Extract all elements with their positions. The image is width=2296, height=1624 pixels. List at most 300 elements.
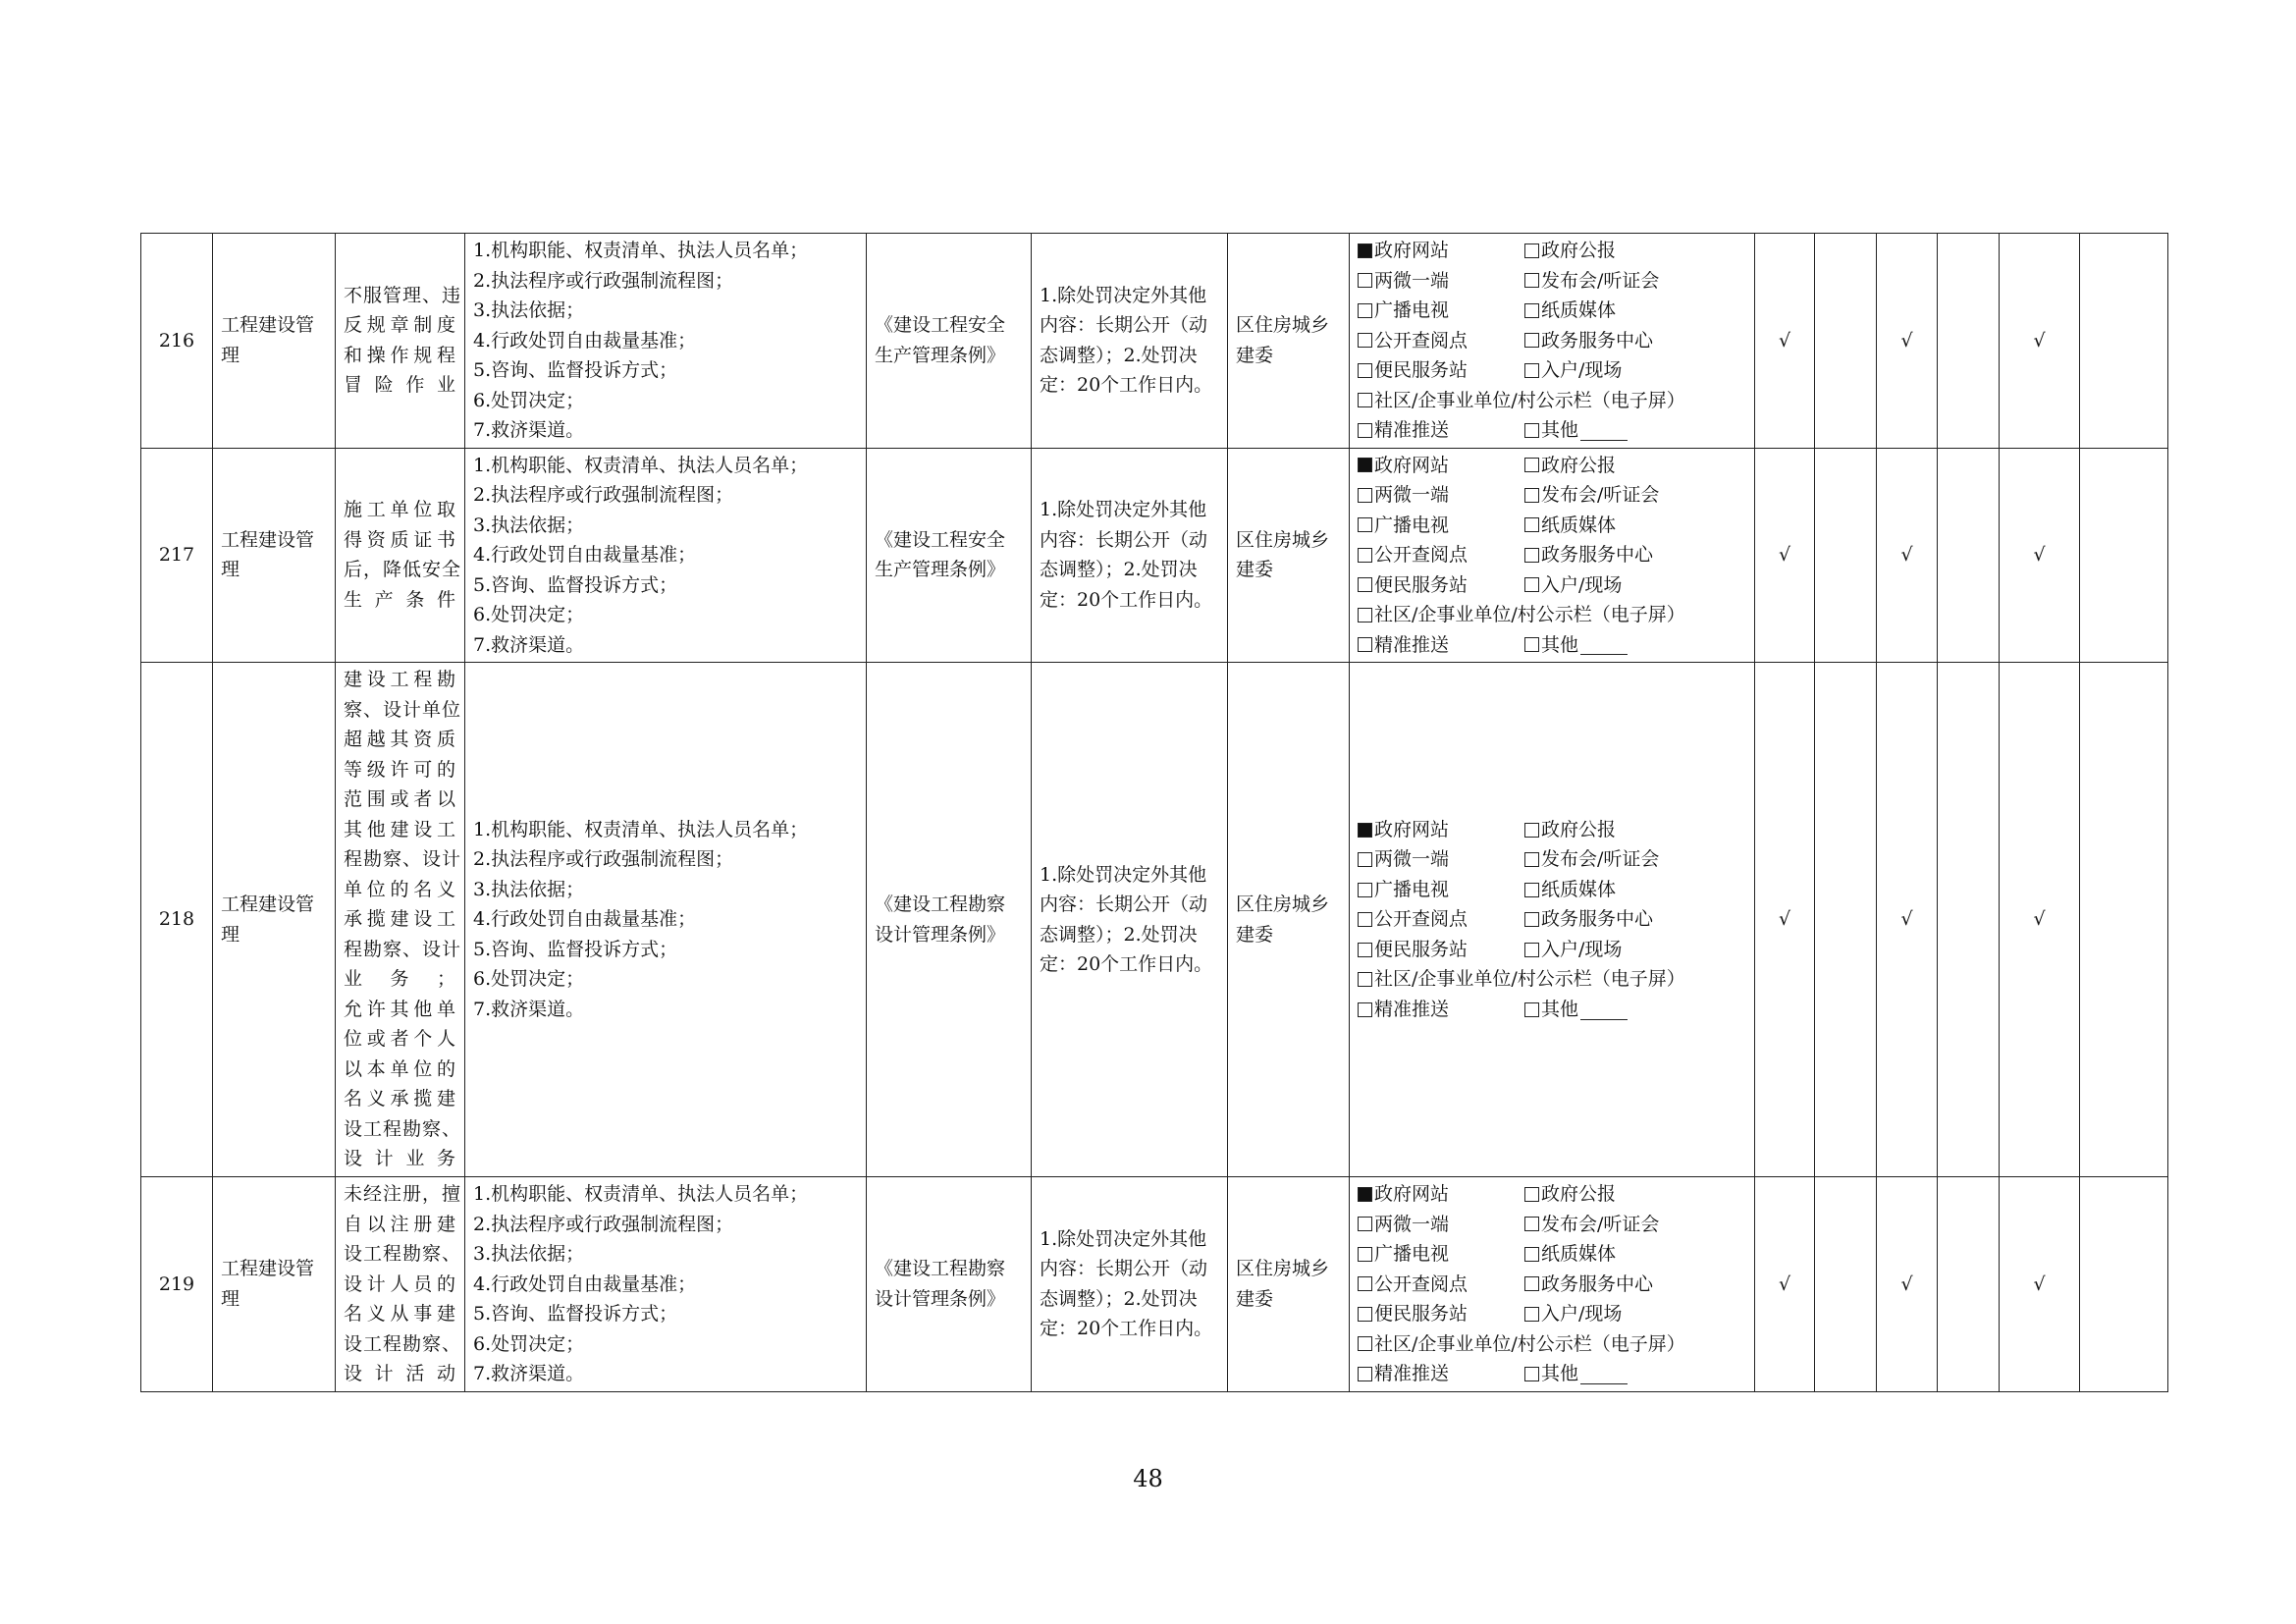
disclosure-subject-cell: 区住房城乡建委	[1228, 448, 1350, 663]
checkbox-icon	[1358, 517, 1372, 532]
violation-item-line: 设计人员的	[344, 1272, 456, 1295]
checkbox-icon	[1524, 1002, 1539, 1017]
check-mark-cell: √	[1755, 234, 1815, 449]
channel-label: 公开查阅点	[1374, 544, 1468, 566]
channel-row	[1358, 326, 1746, 356]
violation-item-line: 设工程勘察、	[344, 1117, 462, 1140]
channel-row	[1358, 1239, 1746, 1270]
content-line: 7.救济渠道。	[473, 998, 585, 1020]
violation-item-line: 其他建设工	[344, 818, 456, 840]
channel-row	[1358, 1329, 1746, 1360]
disclosure-table	[140, 233, 2168, 1392]
checkbox-icon	[1524, 912, 1539, 927]
violation-item-line: 等级许可的	[344, 758, 456, 781]
violation-item-line: 单位的名义	[344, 878, 456, 900]
check-mark-cell: √	[1755, 663, 1815, 1177]
checkbox-icon	[1358, 393, 1372, 407]
check-mark-cell	[1938, 1177, 2000, 1392]
channel-label: 政府网站	[1374, 818, 1450, 840]
channel-label: 政府公报	[1541, 454, 1617, 476]
channel-label: 公开查阅点	[1374, 1272, 1468, 1295]
channel-option	[1358, 266, 1524, 297]
violation-item-line: 未经注册，擅	[344, 1183, 462, 1205]
row-number: 218	[141, 663, 213, 1177]
channel-option	[1358, 1239, 1524, 1270]
checkbox-icon	[1524, 303, 1539, 318]
disclosure-content-cell	[465, 234, 867, 449]
checked-box-icon	[1358, 244, 1372, 258]
channel-option	[1358, 1299, 1524, 1329]
channel-label: 政府网站	[1374, 1183, 1450, 1205]
channel-label: 政务服务中心	[1541, 1272, 1654, 1295]
violation-item-line: 建设工程勘	[344, 669, 456, 691]
content-line: 6.处罚决定；	[473, 604, 585, 625]
checkbox-icon	[1524, 244, 1539, 258]
category-cell: 工程建设管理	[213, 663, 336, 1177]
channel-label: 发布会/听证会	[1541, 269, 1660, 292]
channel-label: 两微一端	[1374, 1213, 1450, 1235]
channel-label: 公开查阅点	[1374, 329, 1468, 352]
violation-item-line: 设工程勘察、	[344, 1332, 462, 1355]
channel-row	[1358, 236, 1746, 266]
content-line: 3.执法依据；	[473, 878, 585, 900]
content-line: 4.行政处罚自由裁量基准；	[473, 1272, 697, 1295]
check-mark-cell	[1815, 663, 1877, 1177]
channel-label: 政府公报	[1541, 240, 1617, 261]
disclosure-table-wrapper	[140, 233, 2167, 1392]
channel-option	[1358, 415, 1524, 446]
channel-row	[1358, 480, 1746, 511]
channel-option	[1524, 630, 1628, 661]
content-line: 3.执法依据；	[473, 299, 585, 321]
checkbox-icon	[1358, 1002, 1372, 1017]
checkbox-icon	[1358, 972, 1372, 987]
checked-box-icon	[1358, 458, 1372, 472]
checkbox-icon	[1524, 333, 1539, 348]
check-mark-cell: √	[2000, 448, 2080, 663]
channel-option	[1358, 844, 1524, 875]
check-mark-cell: √	[1755, 448, 1815, 663]
disclosure-subject-cell: 区住房城乡建委	[1228, 234, 1350, 449]
channel-row	[1358, 875, 1746, 905]
violation-item-line: 程勘察、设计	[344, 938, 462, 960]
violation-item-line: 施工单位取	[344, 499, 456, 521]
disclosure-channels-cell	[1350, 1177, 1755, 1392]
legal-basis-cell: 《建设工程安全生产管理条例》	[867, 234, 1032, 449]
checkbox-icon	[1358, 1217, 1372, 1231]
channel-label: 两微一端	[1374, 269, 1450, 292]
checkbox-icon	[1524, 1276, 1539, 1291]
channel-label: 政务服务中心	[1541, 329, 1654, 352]
fill-in-blank	[1580, 1364, 1628, 1384]
violation-item-line: 以本单位的	[344, 1057, 456, 1080]
channel-option	[1524, 540, 1653, 570]
channel-label: 社区/企事业单位/村公示栏（电子屏）	[1374, 389, 1685, 411]
channel-option	[1524, 266, 1659, 297]
channel-label: 纸质媒体	[1541, 299, 1617, 321]
channel-row	[1358, 844, 1746, 875]
channel-option	[1358, 326, 1524, 356]
check-mark-cell	[1815, 448, 1877, 663]
checked-box-icon	[1358, 1187, 1372, 1202]
channel-option	[1358, 480, 1524, 511]
channel-label: 精准推送	[1374, 1363, 1450, 1384]
check-mark-cell	[1815, 1177, 1877, 1392]
channel-option	[1358, 630, 1524, 661]
channel-label: 其他	[1541, 633, 1579, 656]
row-number: 219	[141, 1177, 213, 1392]
check-mark-cell: √	[2000, 234, 2080, 449]
disclosure-timing-cell: 1.除处罚决定外其他内容：长期公开（动态调整）；2.处罚决定：20个工作日内。	[1032, 663, 1228, 1177]
checkbox-icon	[1358, 488, 1372, 503]
violation-item-line: 生产条件	[344, 588, 456, 611]
checked-box-icon	[1358, 823, 1372, 838]
checkbox-icon	[1524, 423, 1539, 438]
channel-row	[1358, 415, 1746, 446]
channel-label: 政府公报	[1541, 1183, 1617, 1205]
check-mark-cell	[2080, 663, 2168, 1177]
violation-item-line: 业务；	[344, 968, 456, 991]
content-line: 7.救济渠道。	[473, 1363, 585, 1384]
channel-row	[1358, 386, 1746, 416]
page-number: 48	[1133, 1465, 1163, 1492]
fill-in-blank	[1580, 634, 1628, 655]
channel-option	[1358, 1179, 1524, 1210]
checkbox-icon	[1524, 943, 1539, 957]
channel-option	[1358, 1359, 1524, 1389]
channel-option	[1524, 451, 1616, 481]
channel-row	[1358, 904, 1746, 935]
channel-label: 政务服务中心	[1541, 544, 1654, 566]
channel-row	[1358, 815, 1746, 845]
violation-item-line: 允许其他单	[344, 998, 456, 1020]
checkbox-icon	[1358, 637, 1372, 652]
violation-item-cell	[336, 1177, 465, 1392]
channel-label: 其他	[1541, 419, 1579, 441]
channel-option	[1524, 326, 1653, 356]
checkbox-icon	[1524, 1307, 1539, 1322]
violation-item-line: 范围或者以	[344, 788, 456, 811]
channel-label: 便民服务站	[1374, 359, 1468, 381]
channel-label: 政府公报	[1541, 818, 1617, 840]
check-mark-cell: √	[1877, 448, 1938, 663]
category-cell: 工程建设管理	[213, 448, 336, 663]
channel-row	[1358, 540, 1746, 570]
content-line: 5.咨询、监督投诉方式；	[473, 1303, 678, 1325]
channel-option	[1524, 935, 1622, 965]
fill-in-blank	[1580, 420, 1628, 441]
content-line: 6.处罚决定；	[473, 968, 585, 991]
checkbox-icon	[1524, 517, 1539, 532]
check-mark-cell	[2080, 1177, 2168, 1392]
channel-label: 社区/企事业单位/村公示栏（电子屏）	[1374, 604, 1685, 625]
content-line: 2.执法程序或行政强制流程图；	[473, 484, 734, 506]
violation-item-line: 和操作规程	[344, 344, 456, 366]
channel-label: 入户/现场	[1541, 359, 1623, 381]
channel-option	[1524, 236, 1616, 266]
fill-in-blank	[1580, 1000, 1628, 1020]
channel-option	[1524, 296, 1616, 326]
violation-item-line: 承揽建设工	[344, 908, 456, 931]
content-line: 2.执法程序或行政强制流程图；	[473, 848, 734, 871]
checkbox-icon	[1524, 363, 1539, 378]
checkbox-icon	[1524, 273, 1539, 288]
disclosure-timing-cell: 1.除处罚决定外其他内容：长期公开（动态调整）；2.处罚决定：20个工作日内。	[1032, 448, 1228, 663]
channel-label: 便民服务站	[1374, 573, 1468, 596]
channel-label: 两微一端	[1374, 848, 1450, 871]
channel-row	[1358, 1179, 1746, 1210]
channel-row	[1358, 296, 1746, 326]
check-mark-cell: √	[1877, 1177, 1938, 1392]
channel-option	[1358, 1329, 1685, 1360]
channel-row	[1358, 1359, 1746, 1389]
checkbox-icon	[1358, 577, 1372, 592]
channel-label: 社区/企事业单位/村公示栏（电子屏）	[1374, 1332, 1685, 1355]
channel-option	[1524, 355, 1622, 386]
checkbox-icon	[1358, 363, 1372, 378]
category-cell: 工程建设管理	[213, 234, 336, 449]
violation-item-line: 得资质证书	[344, 528, 456, 551]
table-row	[141, 448, 2168, 663]
violation-item-line: 设计业务	[344, 1148, 456, 1170]
check-mark-cell: √	[2000, 663, 2080, 1177]
legal-basis-cell: 《建设工程勘察设计管理条例》	[867, 1177, 1032, 1392]
channel-option	[1358, 964, 1685, 995]
channel-row	[1358, 451, 1746, 481]
checkbox-icon	[1358, 423, 1372, 438]
violation-item-line: 超越其资质	[344, 729, 456, 751]
channel-label: 便民服务站	[1374, 1303, 1468, 1325]
violation-item-line: 设计活动	[344, 1363, 456, 1384]
channel-option	[1358, 1270, 1524, 1300]
checkbox-icon	[1524, 488, 1539, 503]
channel-label: 其他	[1541, 1363, 1579, 1384]
table-row	[141, 234, 2168, 449]
check-mark-cell	[1815, 234, 1877, 449]
content-line: 1.机构职能、权责清单、执法人员名单；	[473, 1183, 809, 1205]
checkbox-icon	[1358, 548, 1372, 563]
content-line: 2.执法程序或行政强制流程图；	[473, 1213, 734, 1235]
disclosure-timing-cell: 1.除处罚决定外其他内容：长期公开（动态调整）；2.处罚决定：20个工作日内。	[1032, 234, 1228, 449]
content-line: 1.机构职能、权责清单、执法人员名单；	[473, 818, 809, 840]
channel-row	[1358, 570, 1746, 601]
channel-label: 政府网站	[1374, 454, 1450, 476]
channel-label: 精准推送	[1374, 419, 1450, 441]
channel-option	[1358, 296, 1524, 326]
checkbox-icon	[1524, 577, 1539, 592]
channel-option	[1524, 415, 1628, 446]
channel-option	[1524, 1239, 1616, 1270]
channel-option	[1524, 815, 1616, 845]
table-body	[141, 234, 2168, 1392]
check-mark-cell	[2080, 448, 2168, 663]
content-line: 7.救济渠道。	[473, 633, 585, 656]
channel-label: 纸质媒体	[1541, 878, 1617, 900]
violation-item-line: 名义承揽建	[344, 1088, 456, 1110]
channel-option	[1358, 875, 1524, 905]
channel-row	[1358, 1299, 1746, 1329]
violation-item-cell	[336, 663, 465, 1177]
channel-label: 发布会/听证会	[1541, 848, 1660, 871]
channel-option	[1524, 480, 1659, 511]
checkbox-icon	[1524, 823, 1539, 838]
content-line: 4.行政处罚自由裁量基准；	[473, 544, 697, 566]
violation-item-line: 反规章制度	[344, 314, 456, 337]
channel-label: 社区/企事业单位/村公示栏（电子屏）	[1374, 968, 1685, 991]
violation-item-line: 不服管理、违	[344, 284, 462, 306]
content-line: 5.咨询、监督投诉方式；	[473, 359, 678, 381]
channel-label: 精准推送	[1374, 633, 1450, 656]
violation-item-line: 后，降低安全	[344, 559, 462, 581]
checkbox-icon	[1358, 1247, 1372, 1262]
channel-row	[1358, 935, 1746, 965]
channel-label: 广播电视	[1374, 299, 1450, 321]
checkbox-icon	[1524, 1247, 1539, 1262]
channel-option	[1358, 815, 1524, 845]
channel-label: 入户/现场	[1541, 938, 1623, 960]
channel-label: 广播电视	[1374, 1243, 1450, 1265]
channel-row	[1358, 1270, 1746, 1300]
channel-row	[1358, 511, 1746, 541]
checkbox-icon	[1358, 943, 1372, 957]
channel-label: 政府网站	[1374, 240, 1450, 261]
channel-label: 公开查阅点	[1374, 908, 1468, 931]
channel-option	[1524, 875, 1616, 905]
channel-option	[1358, 904, 1524, 935]
channel-label: 政务服务中心	[1541, 908, 1654, 931]
channel-option	[1358, 355, 1524, 386]
content-line: 2.执法程序或行政强制流程图；	[473, 269, 734, 292]
channel-option	[1524, 1270, 1653, 1300]
channel-row	[1358, 266, 1746, 297]
channel-row	[1358, 355, 1746, 386]
channel-option	[1524, 1179, 1616, 1210]
check-mark-cell: √	[1877, 663, 1938, 1177]
check-mark-cell	[1938, 448, 2000, 663]
checkbox-icon	[1524, 883, 1539, 897]
channel-label: 入户/现场	[1541, 573, 1623, 596]
checkbox-icon	[1358, 912, 1372, 927]
check-mark-cell	[2080, 234, 2168, 449]
content-line: 4.行政处罚自由裁量基准；	[473, 329, 697, 352]
row-number: 216	[141, 234, 213, 449]
content-line: 5.咨询、监督投诉方式；	[473, 573, 678, 596]
content-line: 6.处罚决定；	[473, 389, 585, 411]
content-line: 4.行政处罚自由裁量基准；	[473, 908, 697, 931]
check-mark-cell: √	[1755, 1177, 1815, 1392]
channel-label: 发布会/听证会	[1541, 484, 1660, 506]
checkbox-icon	[1358, 1367, 1372, 1381]
channel-label: 两微一端	[1374, 484, 1450, 506]
content-line: 1.机构职能、权责清单、执法人员名单；	[473, 454, 809, 476]
violation-item-line: 察、设计单位	[344, 698, 462, 721]
channel-label: 纸质媒体	[1541, 514, 1617, 536]
channel-option	[1358, 236, 1524, 266]
disclosure-channels-cell	[1350, 234, 1755, 449]
violation-item-line: 名义从事建	[344, 1303, 456, 1325]
channel-row	[1358, 630, 1746, 661]
disclosure-content-cell	[465, 663, 867, 1177]
channel-option	[1524, 511, 1616, 541]
disclosure-subject-cell: 区住房城乡建委	[1228, 663, 1350, 1177]
channel-option	[1358, 570, 1524, 601]
channel-label: 纸质媒体	[1541, 1243, 1617, 1265]
disclosure-channels-cell	[1350, 448, 1755, 663]
channel-option	[1358, 995, 1524, 1025]
violation-item-cell	[336, 448, 465, 663]
checkbox-icon	[1358, 1276, 1372, 1291]
channel-option	[1524, 995, 1628, 1025]
channel-option	[1358, 540, 1524, 570]
checkbox-icon	[1524, 1187, 1539, 1202]
channel-option	[1524, 1299, 1622, 1329]
violation-item-line: 位或者个人	[344, 1028, 456, 1051]
channel-option	[1358, 451, 1524, 481]
legal-basis-cell: 《建设工程勘察设计管理条例》	[867, 663, 1032, 1177]
channel-option	[1524, 904, 1653, 935]
channel-row	[1358, 964, 1746, 995]
violation-item-line: 自以注册建	[344, 1213, 456, 1235]
checkbox-icon	[1524, 637, 1539, 652]
checkbox-icon	[1524, 1367, 1539, 1381]
violation-item-line: 设工程勘察、	[344, 1243, 462, 1265]
channel-label: 入户/现场	[1541, 1303, 1623, 1325]
checkbox-icon	[1358, 1307, 1372, 1322]
channel-option	[1358, 600, 1685, 630]
content-line: 3.执法依据；	[473, 514, 585, 536]
content-line: 3.执法依据；	[473, 1243, 585, 1265]
row-number: 217	[141, 448, 213, 663]
checkbox-icon	[1524, 1217, 1539, 1231]
check-mark-cell	[1938, 234, 2000, 449]
content-line: 7.救济渠道。	[473, 419, 585, 441]
check-mark-cell	[1938, 663, 2000, 1177]
channel-option	[1358, 935, 1524, 965]
checkbox-icon	[1358, 333, 1372, 348]
violation-item-cell	[336, 234, 465, 449]
checkbox-icon	[1524, 458, 1539, 472]
channel-row	[1358, 1210, 1746, 1240]
disclosure-content-cell	[465, 1177, 867, 1392]
channel-option	[1358, 511, 1524, 541]
disclosure-content-cell	[465, 448, 867, 663]
channel-row	[1358, 995, 1746, 1025]
table-row	[141, 1177, 2168, 1392]
checkbox-icon	[1358, 303, 1372, 318]
channel-label: 其他	[1541, 998, 1579, 1020]
content-line: 1.机构职能、权责清单、执法人员名单；	[473, 240, 809, 261]
checkbox-icon	[1358, 883, 1372, 897]
channel-option	[1524, 570, 1622, 601]
channel-label: 便民服务站	[1374, 938, 1468, 960]
check-mark-cell: √	[1877, 234, 1938, 449]
content-line: 5.咨询、监督投诉方式；	[473, 938, 678, 960]
table-row	[141, 663, 2168, 1177]
channel-option	[1524, 1359, 1628, 1389]
legal-basis-cell: 《建设工程安全生产管理条例》	[867, 448, 1032, 663]
channel-option	[1358, 386, 1685, 416]
channel-label: 广播电视	[1374, 878, 1450, 900]
disclosure-timing-cell: 1.除处罚决定外其他内容：长期公开（动态调整）；2.处罚决定：20个工作日内。	[1032, 1177, 1228, 1392]
checkbox-icon	[1358, 1336, 1372, 1351]
checkbox-icon	[1358, 273, 1372, 288]
checkbox-icon	[1358, 852, 1372, 867]
violation-item-line: 冒险作业	[344, 374, 456, 397]
disclosure-subject-cell: 区住房城乡建委	[1228, 1177, 1350, 1392]
checkbox-icon	[1524, 548, 1539, 563]
channel-option	[1524, 1210, 1659, 1240]
checkbox-icon	[1358, 608, 1372, 623]
